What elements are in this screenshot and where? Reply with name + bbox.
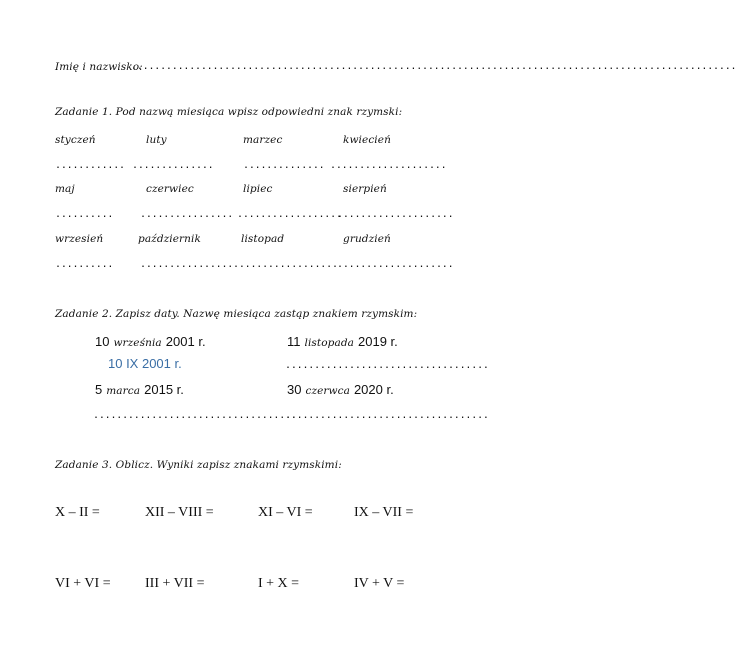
equation: IV + V = — [354, 576, 405, 591]
month-label: maj — [55, 183, 75, 195]
answer-field[interactable]: ................................... — [285, 410, 489, 421]
date-year: 2020 r. — [353, 382, 394, 397]
answer-field[interactable]: .................... — [337, 209, 454, 220]
equation: XI – VI = — [258, 505, 313, 520]
name-field[interactable]: ........................................................................................................ — [131, 61, 736, 72]
month-label: wrzesień — [55, 233, 104, 245]
answer-field[interactable]: .................. — [233, 259, 338, 270]
date-4 — [287, 382, 394, 398]
task3-title: Zadanie 3. Oblicz. Wyniki zapisz znakami rzymskimi: — [55, 459, 342, 471]
answer-field[interactable]: .......... — [55, 209, 114, 220]
task2-title: Zadanie 2. Zapisz daty. Nazwę miesiąca zastąp znakiem rzymskim: — [55, 308, 418, 320]
equation: VI + VI = — [55, 576, 111, 591]
equation: III + VII = — [145, 576, 205, 591]
date-year: 2015 r. — [144, 382, 184, 397]
answer-field[interactable]: .......... — [55, 259, 114, 270]
date-month: marca — [106, 385, 141, 397]
date-day: 11 — [287, 334, 301, 349]
task1-title: Zadanie 1. Pod nazwą miesiąca wpisz odpowiedni znak rzymski: — [55, 106, 403, 118]
month-label: luty — [146, 134, 167, 146]
answer-field[interactable]: .............. — [243, 160, 325, 171]
date-day: 5 — [95, 382, 103, 397]
date-3 — [95, 382, 184, 398]
date-day: 10 — [95, 334, 110, 349]
equation: I + X = — [258, 576, 300, 591]
answer-field[interactable]: ................................... — [93, 410, 297, 421]
month-label: sierpień — [343, 183, 387, 195]
answer-field[interactable]: ................ — [140, 259, 234, 270]
date-month: czerwca — [305, 385, 350, 397]
month-label: lipiec — [243, 183, 273, 195]
month-label: czerwiec — [146, 183, 194, 195]
answer-field[interactable]: ............ — [55, 160, 125, 171]
answer-field[interactable]: .............. — [132, 160, 214, 171]
date-1 — [95, 334, 206, 350]
month-label: styczeń — [55, 134, 96, 146]
equation: X – II = — [55, 505, 100, 520]
date-month: września — [113, 337, 162, 349]
date-year: 2019 r. — [358, 334, 398, 349]
month-label: marzec — [243, 134, 283, 146]
month-label: październik — [138, 233, 201, 245]
name-label: Imię i nazwisko: — [55, 61, 143, 73]
answer-field[interactable]: .................... — [330, 160, 447, 171]
date-month: listopada — [304, 337, 355, 349]
month-label: kwiecień — [343, 134, 391, 146]
answer-field[interactable]: ................................... — [285, 360, 489, 371]
answer-field[interactable]: .................... — [337, 259, 454, 270]
answer-field[interactable]: .................. — [237, 209, 342, 220]
month-label: grudzień — [343, 233, 391, 245]
date-year: 2001 r. — [165, 334, 206, 349]
example-answer: 10 IX 2001 r. — [108, 356, 182, 371]
date-2 — [287, 334, 398, 350]
month-label: listopad — [241, 233, 285, 245]
equation: IX – VII = — [354, 505, 414, 520]
answer-field[interactable]: ................ — [140, 209, 234, 220]
equation: XII – VIII = — [145, 505, 214, 520]
date-day: 30 — [287, 382, 302, 397]
